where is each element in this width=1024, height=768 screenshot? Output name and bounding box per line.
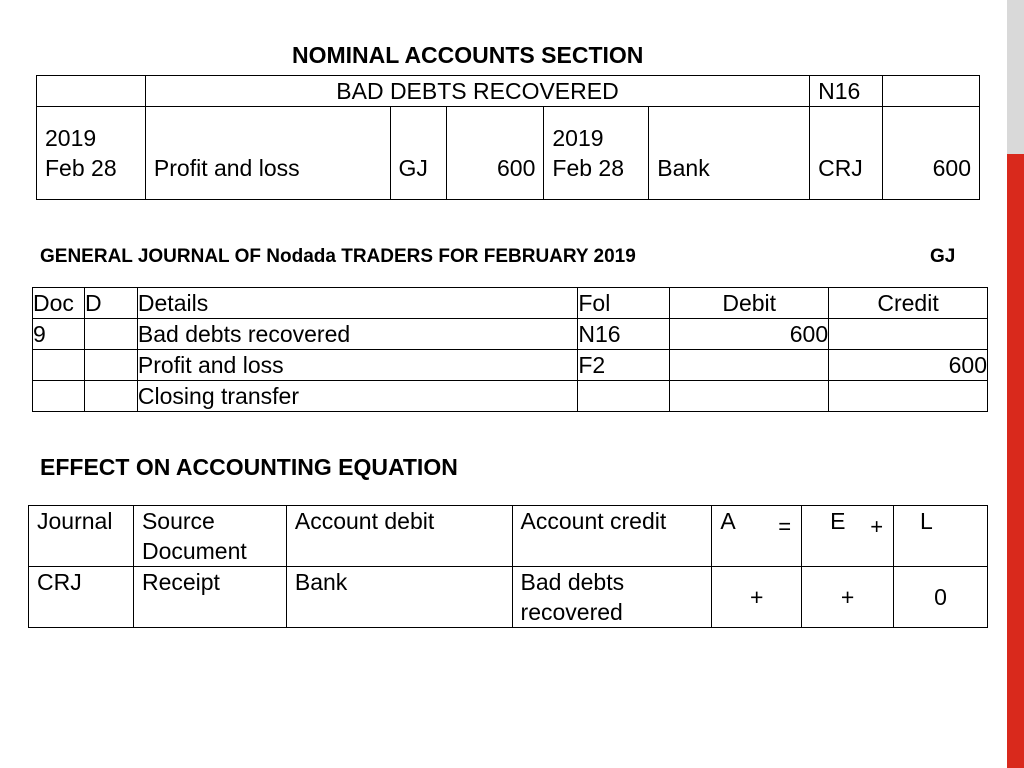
plus-sign: + (870, 514, 884, 539)
side-accent-red (1007, 154, 1024, 768)
effect-col-account-credit: Account credit (512, 506, 712, 567)
ledger-credit-amount: 600 (883, 107, 980, 200)
effect-col-e (802, 506, 894, 567)
journal-row (33, 350, 988, 381)
side-accent-grey (1007, 0, 1024, 154)
journal-d (84, 381, 137, 412)
journal-table (32, 287, 988, 412)
journal-credit (829, 381, 988, 412)
journal-d (84, 350, 137, 381)
ledger-debit-details: Profit and loss (145, 107, 390, 200)
ledger-debit-day: Feb 28 (45, 155, 117, 181)
effect-table (28, 505, 988, 628)
effect-account-debit: Bank (286, 567, 512, 628)
effect-col-journal: Journal (29, 506, 134, 567)
ledger-header-row (37, 76, 980, 107)
effect-e: + (802, 567, 894, 628)
ledger-debit-date (37, 107, 146, 200)
ledger-header-blank-right (883, 76, 980, 107)
ledger-table (36, 75, 980, 200)
effect-l: 0 (894, 567, 988, 628)
ledger-credit-date (544, 107, 649, 200)
journal-doc (33, 350, 85, 381)
journal-debit (670, 381, 829, 412)
journal-fol (578, 381, 670, 412)
effect-source: Receipt (133, 567, 286, 628)
journal-doc (33, 381, 85, 412)
side-accent-bar (1007, 0, 1024, 768)
ledger-folio: N16 (810, 76, 883, 107)
ledger-credit-year: 2019 (552, 125, 604, 151)
journal-col-d: D (84, 288, 137, 319)
equals-sign: = (778, 514, 792, 539)
journal-fol: F2 (578, 350, 670, 381)
journal-credit (829, 319, 988, 350)
journal-debit: 600 (670, 319, 829, 350)
journal-col-credit: Credit (829, 288, 988, 319)
ledger-header-blank (37, 76, 146, 107)
journal-details: Bad debts recovered (137, 319, 577, 350)
journal-heading: GENERAL JOURNAL OF Nodada TRADERS FOR FEBRUARY 2019 (40, 246, 636, 267)
journal-details: Closing transfer (137, 381, 577, 412)
ledger-credit-day: Feb 28 (552, 155, 624, 181)
journal-row (33, 381, 988, 412)
effect-col-a (712, 506, 802, 567)
journal-code: GJ (930, 246, 956, 267)
journal-header-row (33, 288, 988, 319)
effect-heading: EFFECT ON ACCOUNTING EQUATION (40, 454, 458, 480)
effect-data-row (29, 567, 988, 628)
effect-journal: CRJ (29, 567, 134, 628)
journal-details: Profit and loss (137, 350, 577, 381)
effect-col-source: Source Document (133, 506, 286, 567)
effect-col-a-label: A (720, 508, 736, 534)
journal-credit: 600 (829, 350, 988, 381)
effect-col-account-debit: Account debit (286, 506, 512, 567)
ledger-debit-fol: GJ (390, 107, 447, 200)
journal-col-fol: Fol (578, 288, 670, 319)
effect-col-e-label: E (830, 508, 846, 534)
effect-a: + (712, 567, 802, 628)
journal-d (84, 319, 137, 350)
effect-col-l: L (894, 506, 988, 567)
nominal-heading: NOMINAL ACCOUNTS SECTION (292, 42, 644, 68)
effect-account-credit: Bad debts recovered (512, 567, 712, 628)
journal-col-debit: Debit (670, 288, 829, 319)
journal-fol: N16 (578, 319, 670, 350)
journal-row (33, 319, 988, 350)
ledger-credit-details: Bank (649, 107, 810, 200)
ledger-debit-amount: 600 (447, 107, 544, 200)
ledger-credit-fol: CRJ (810, 107, 883, 200)
journal-col-doc: Doc (33, 288, 85, 319)
journal-doc: 9 (33, 319, 85, 350)
ledger-debit-year: 2019 (45, 125, 97, 151)
journal-col-details: Details (137, 288, 577, 319)
ledger-entry-row (37, 107, 980, 200)
ledger-account-name: BAD DEBTS RECOVERED (145, 76, 809, 107)
effect-header-row (29, 506, 988, 567)
journal-debit (670, 350, 829, 381)
